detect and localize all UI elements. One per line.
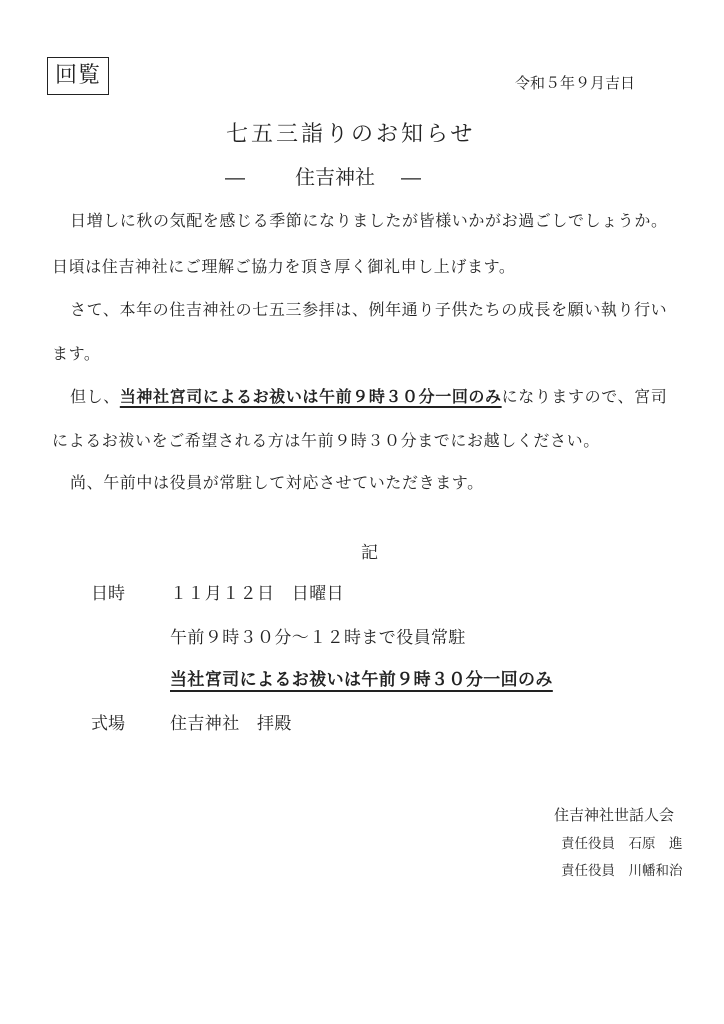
signature-officer-2: 責任役員 川幡和治 [561, 863, 683, 879]
signature-organization: 住吉神社世話人会 [554, 806, 675, 824]
paragraph-4-prefix: 但し、 [70, 387, 120, 406]
date-label: 日時 [91, 584, 125, 604]
body-paragraph-2: 日頃は住吉神社にご理解ご協力を頂き厚く御礼申し上げます。 [52, 257, 516, 276]
subtitle [225, 161, 429, 190]
staff-time-value: 午前９時３０分～１２時まで役員常駐 [170, 628, 466, 648]
note-heading: 記 [361, 543, 378, 563]
notice-date: 令和５年９月吉日 [515, 74, 636, 92]
subtitle-dash-right: ― [401, 165, 421, 189]
circulation-stamp [47, 57, 109, 95]
priest-emphasis: 当神社宮司によるお祓いは午前９時３０分一回のみ [119, 387, 502, 406]
paragraph-4-suffix: になりますので、宮司 [501, 387, 668, 406]
subtitle-shrine-name: 住吉神社 [295, 165, 375, 189]
body-paragraph-3-cont: ます。 [52, 344, 101, 363]
body-paragraph-4 [70, 384, 667, 407]
signature-officer-1: 責任役員 石原 進 [561, 836, 683, 852]
venue-label: 式場 [91, 714, 125, 734]
body-paragraph-4-cont: によるお祓いをご希望される方は午前９時３０分までにお越しください。 [52, 431, 600, 450]
body-paragraph-1: 日増しに秋の気配を感じる季節になりましたが皆様いかがお過ごしでしょうか。 [70, 211, 668, 230]
subtitle-dash-left: ― [225, 165, 245, 189]
priest-time-value: 当社宮司によるお祓いは午前９時３０分一回のみ [170, 670, 553, 690]
date-value: １１月１２日 日曜日 [170, 584, 344, 604]
page-title: 七五三詣りのお知らせ [226, 122, 476, 147]
venue-value: 住吉神社 拝殿 [170, 714, 292, 734]
body-paragraph-5: 尚、午前中は役員が常駐して対応させていただきます。 [70, 473, 484, 492]
body-paragraph-3: さて、本年の住吉神社の七五三参拝は、例年通り子供たちの成長を願い執り行い [70, 300, 668, 319]
circulation-mark: 回覧 [54, 63, 101, 88]
